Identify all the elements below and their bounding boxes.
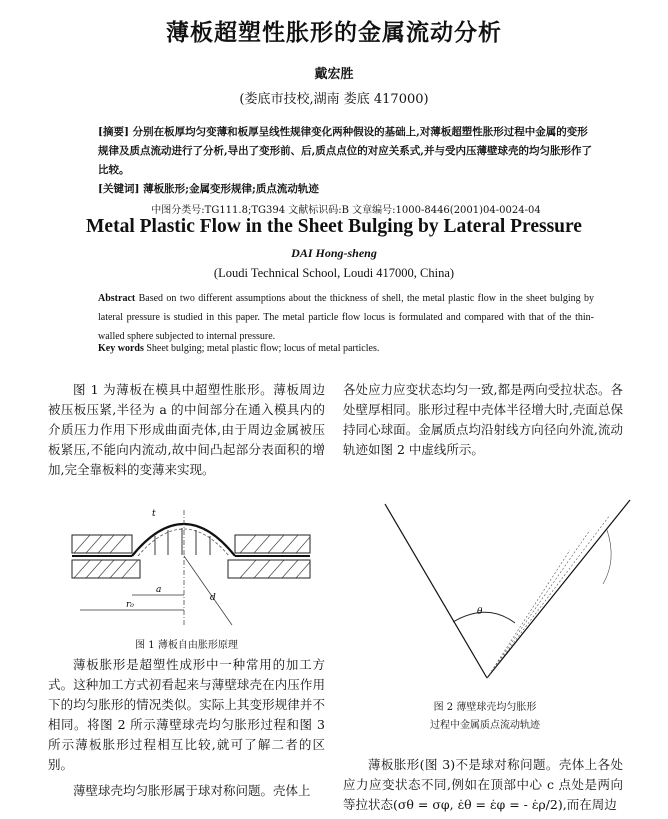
abstract-en-text: Based on two different assumptions about the thickness of shell, the metal plastic flow in the sheet bulging by lateral pressure is studied in this paper. The metal particle flow locus is formulated and compared with that of the thin-walled sphere subjected to internal pressure.: [98, 293, 594, 342]
left-para-3: 薄壁球壳均匀胀形属于球对称问题。壳体上: [73, 783, 311, 798]
bulged-dome: [132, 524, 235, 556]
keywords-cn-text: 薄板胀形;金属变形规律;质点流动轨迹: [143, 183, 319, 195]
affiliation-cn: (娄底市技校,湖南 娄底 417000): [239, 92, 429, 107]
label-a: a: [156, 585, 162, 595]
label-d: d: [210, 593, 216, 603]
right-para-2: 薄板胀形(图 3)不是球对称问题。壳体上各处应力应变状态不同,例如在顶部中心 c 点处是两向等拉状态(σθ = σφ, ε̇θ = ε̇φ = - ε̇ρ/2),而在周边: [343, 757, 623, 812]
abstract-en: [98, 289, 594, 346]
cone-right-edge: [487, 500, 630, 678]
keywords-cn-label: [关键词]: [98, 183, 140, 195]
cone-left-edge: [385, 504, 487, 678]
keywords-cn: [98, 181, 594, 196]
title-en: Metal Plastic Flow in the Sheet Bulging by Lateral Pressure: [86, 216, 582, 237]
outer-arc: [603, 530, 611, 584]
affiliation-en: (Loudi Technical School, Loudi 417000, China): [213, 266, 455, 280]
abstract-cn-label: [摘要]: [98, 126, 129, 138]
keywords-en-text: Sheet bulging; metal plastic flow; locus of metal particles.: [146, 343, 380, 354]
keywords-en-label: Key words: [98, 343, 144, 354]
abstract-cn: [98, 123, 594, 180]
shell-arc: [453, 612, 515, 623]
abstract-cn-text: 分别在板厚均匀变薄和板厚呈线性规律变化两种假设的基础上,对薄板超塑性胀形过程中金属的变形规律及质点流动进行了分析,导出了变形前、后,质点点位的对应关系式,并与受内压薄壁球壳的均匀胀形作了比较。: [98, 126, 592, 176]
figure-1-diagram: [60, 500, 320, 630]
title-cn: 薄板超塑性胀形的金属流动分析: [166, 19, 502, 46]
label-r0: r₀: [126, 600, 134, 610]
fig2-caption-line1: 图 2 薄壁球壳均匀胀形: [433, 702, 537, 713]
fig1-caption: 图 1 薄板自由胀形原理: [135, 640, 238, 651]
lower-die-right: [228, 560, 310, 578]
label-t: t: [152, 509, 156, 519]
abstract-en-label: Abstract: [98, 293, 136, 304]
pressure-arrows: [155, 528, 210, 555]
flow-loci: [487, 515, 610, 678]
author-en: DAI Hong-sheng: [291, 246, 377, 260]
figure-2-diagram: [355, 490, 635, 690]
left-para-1: 图 1 为薄板在模具中超塑性胀形。薄板周边被压板压紧,半径为 a 的中间部分在通入模具内的介质压力作用下形成曲面壳体,由于周边金属被压板紧压,不能向内流动,故中间凸起部分表面积的增加,完全靠板料的变薄来实现。: [48, 382, 325, 477]
upper-clamp-left: [72, 535, 132, 553]
author-cn: 戴宏胜: [314, 67, 354, 82]
fig2-caption-line2: 过程中金属质点流动轨迹: [430, 720, 540, 731]
keywords-en: [98, 343, 594, 354]
left-para-2: 薄板胀形是超塑性成形中一种常用的加工方式。这种加工方式初看起来与薄壁球壳在内压作用下的均匀胀形的情况类似。实际上其变形规律并不相同。将图 2 所示薄壁球壳均匀胀形过程和图 3 所示薄板胀形过程相互比较,就可了解二者的区别。: [48, 657, 325, 772]
right-para-1: 各处应力应变状态均匀一致,都是两向受拉状态。各处壁厚相同。胀形过程中壳体半径增大时,壳面总保持同心球面。金属质点均沿射线方向径向外流,流动轨迹如图 2 中虚线所示。: [343, 382, 623, 457]
classification-cn: 中图分类号:TG111.8;TG394 文献标识码:B 文章编号:1000-8446(2001)04-0024-04: [151, 205, 541, 216]
dome-inner: [138, 529, 229, 556]
label-theta: θ: [477, 607, 483, 617]
radius-line: [184, 556, 232, 625]
